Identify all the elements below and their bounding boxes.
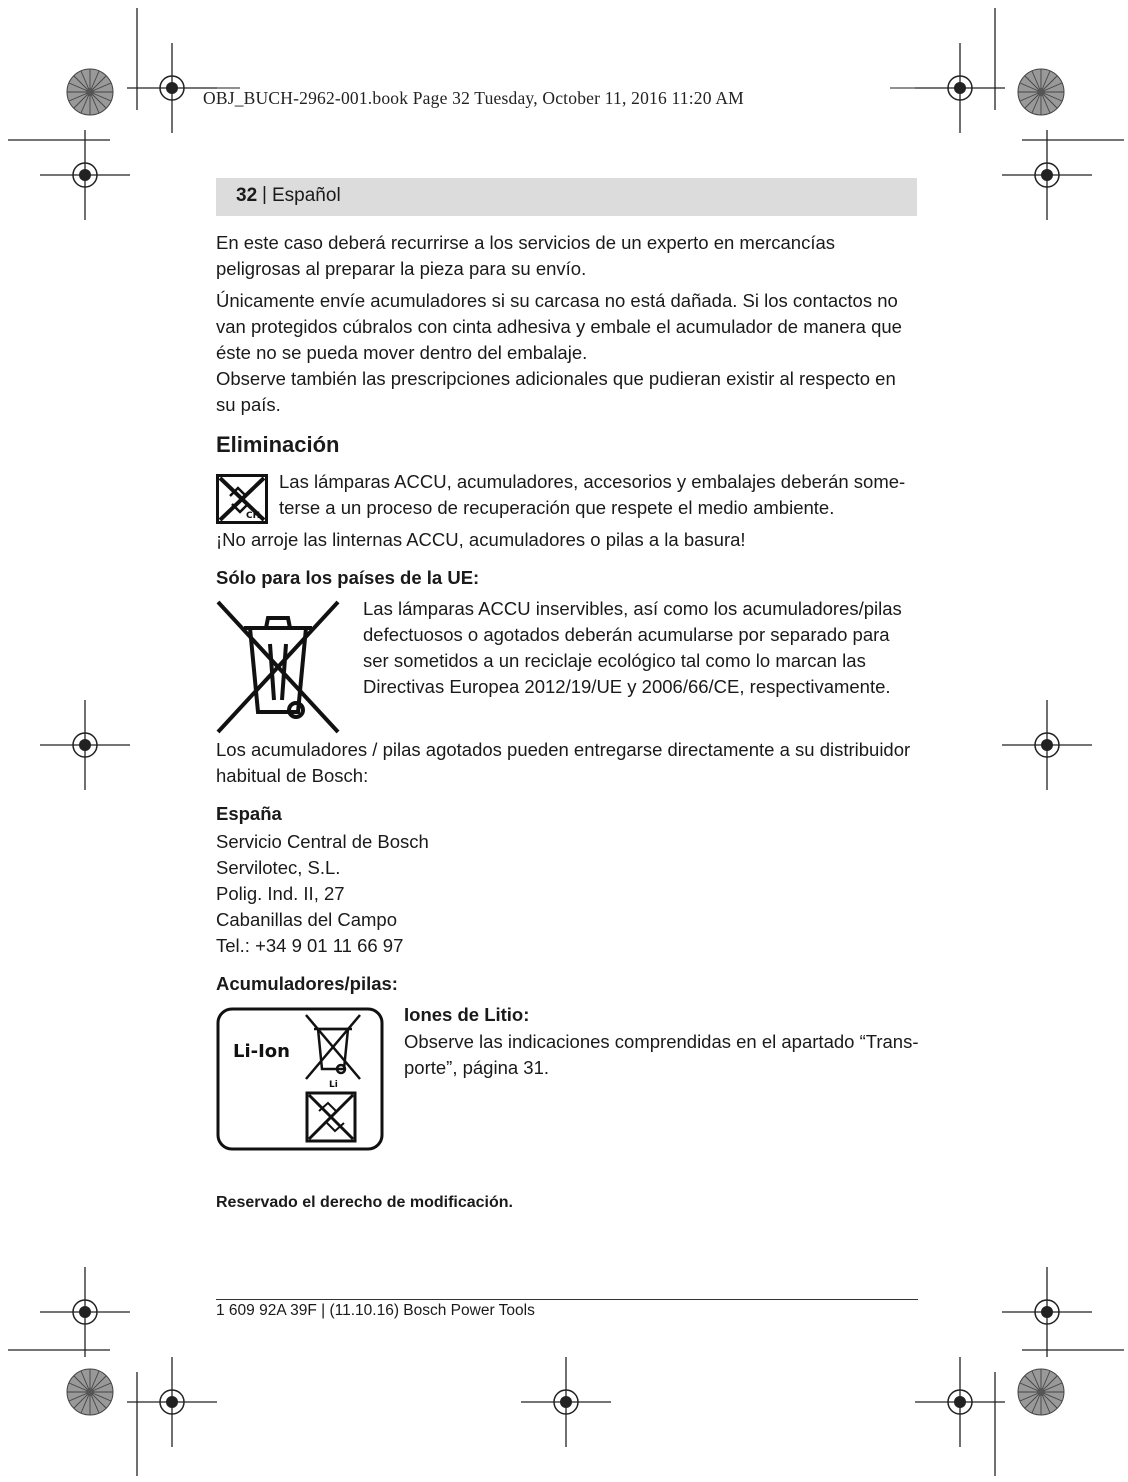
intro-paragraph: Únicamente envíe acumuladores si su carcasa no está dañada. Si los contactos no van protegidos cúbralos con cinta adhesiva y embale el acumulador de manera que éste no se pueda mover dentro del embalaje. xyxy=(216,290,902,363)
address-line: Cabanillas del Campo xyxy=(216,909,397,930)
svg-text:CH: CH xyxy=(246,511,261,521)
recycle-crossed-icon xyxy=(216,474,268,524)
address-block xyxy=(216,829,716,959)
address-line: Tel.: +34 9 01 11 66 97 xyxy=(216,935,404,956)
crossed-bin-icon xyxy=(216,600,340,734)
intro-paragraph: En este caso deberá recurrirse a los servicios de un experto en mercancías peligrosas al preparar la pieza para su envío. xyxy=(216,232,836,279)
intro-section xyxy=(216,230,918,418)
slug-line: OBJ_BUCH-2962-001.book Page 32 Tuesday, October 11, 2016 11:20 AM xyxy=(203,88,744,108)
recycle-text: Las lámparas ACCU, acumuladores, accesorios y embalajes deberán some-terse a un proceso de recuperación que respete el medio ambiente. xyxy=(279,471,906,518)
page-number: 32 xyxy=(236,185,258,206)
reserved-note: Reservado el derecho de modificación. xyxy=(216,1194,513,1211)
footer-text: 1 609 92A 39F | (11.10.16) Bosch Power Tools xyxy=(216,1302,535,1319)
eu-text: Las lámparas ACCU inservibles, así como los acumuladores/pilas defectuosos o agotados deberán acumularse por separado para ser sometidos a un reciclaje ecológico tal como lo marcan las Directivas Europea 2012/19/UE y 2006/66/CE, respectivamente. xyxy=(363,598,902,697)
liion-text: Observe las indicaciones comprendidas en el apartado “Trans-porte”, página 31. xyxy=(404,1031,919,1078)
footer-rule xyxy=(216,1299,918,1300)
li-bin-sublabel: Li xyxy=(329,1080,338,1090)
dealer-text: Los acumuladores / pilas agotados pueden entregarse directamente a su distribuidor habitual de Bosch: xyxy=(216,739,911,786)
disposal-heading: Eliminación xyxy=(216,432,340,457)
li-ion-battery-label-icon xyxy=(216,1007,386,1153)
li-ion-badge-label: Li-Ion xyxy=(233,1041,290,1062)
header-separator: | xyxy=(262,184,267,205)
page-header xyxy=(216,178,917,216)
address-line: Servicio Central de Bosch xyxy=(216,831,429,852)
eu-heading: Sólo para los países de la UE: xyxy=(216,567,480,588)
address-line: Servilotec, S.L. xyxy=(216,857,341,878)
liion-heading: Iones de Litio: xyxy=(404,1004,530,1025)
batteries-heading: Acumuladores/pilas: xyxy=(216,973,398,994)
disposal-warning: ¡No arroje las linternas ACCU, acumuladores o pilas a la basura! xyxy=(216,529,746,550)
address-line: Polig. Ind. II, 27 xyxy=(216,883,345,904)
header-language: Español xyxy=(272,185,341,206)
intro-paragraph: Observe también las prescripciones adicionales que pudieran existir al respecto en su país. xyxy=(216,368,896,415)
country-heading: España xyxy=(216,803,282,824)
